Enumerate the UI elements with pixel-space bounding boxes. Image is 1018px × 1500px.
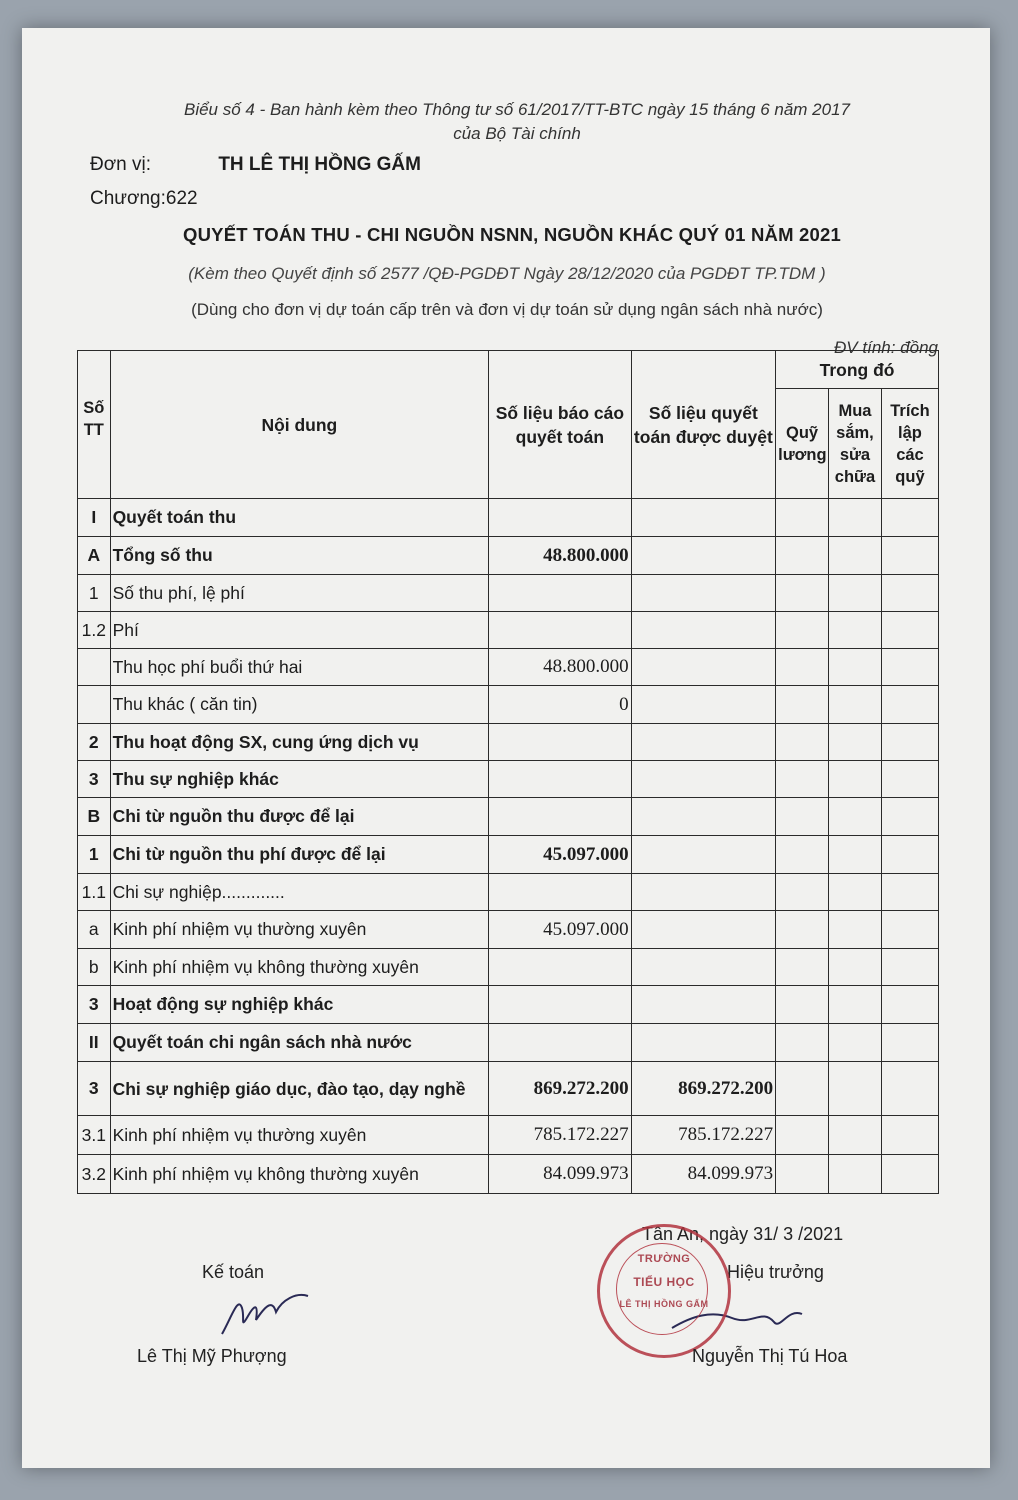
row-fund-allocation bbox=[881, 537, 938, 575]
row-reported: 45.097.000 bbox=[489, 836, 631, 874]
row-approved bbox=[631, 1024, 776, 1062]
row-stt: II bbox=[78, 1024, 111, 1062]
row-content: Quyết toán chi ngân sách nhà nước bbox=[110, 1024, 489, 1062]
row-approved bbox=[631, 499, 776, 537]
row-fund-allocation bbox=[881, 761, 938, 798]
row-stt: 1 bbox=[78, 575, 111, 612]
row-stt: I bbox=[78, 499, 111, 537]
row-approved bbox=[631, 575, 776, 612]
unit-label: Đơn vị: bbox=[90, 154, 152, 175]
row-content: Hoạt động sự nghiệp khác bbox=[110, 986, 489, 1024]
row-salary-fund bbox=[776, 761, 829, 798]
row-procurement bbox=[829, 1116, 882, 1155]
row-procurement bbox=[829, 649, 882, 686]
accountant-name: Lê Thị Mỹ Phượng bbox=[137, 1346, 287, 1366]
row-procurement bbox=[829, 911, 882, 949]
form-note-line1: Biểu số 4 - Ban hành kèm theo Thông tư số 61/2017/TT-BTC ngày 15 tháng 6 năm 2017 bbox=[183, 100, 850, 119]
header-content: Nội dung bbox=[110, 351, 489, 499]
row-stt: A bbox=[78, 537, 111, 575]
row-procurement bbox=[829, 686, 882, 724]
header-fund-allocation: Trích lập các quỹ bbox=[881, 389, 938, 499]
row-approved bbox=[631, 949, 776, 986]
row-reported: 869.272.200 bbox=[489, 1062, 631, 1116]
row-reported bbox=[489, 949, 631, 986]
decision-subtitle: (Kèm theo Quyết định số 2577 /QĐ-PGDĐT Ngày 28/12/2020 của PGDĐT TP.TDM ) bbox=[188, 264, 826, 283]
row-salary-fund bbox=[776, 1062, 829, 1116]
row-approved bbox=[631, 836, 776, 874]
row-content: Kinh phí nhiệm vụ thường xuyên bbox=[110, 1116, 489, 1155]
accountant-signature bbox=[212, 1286, 322, 1346]
row-salary-fund bbox=[776, 798, 829, 836]
header-salary-fund: Quỹ lương bbox=[776, 389, 829, 499]
stamp-line3: LÊ THỊ HỒNG GẤM bbox=[619, 1299, 709, 1309]
principal-name: Nguyễn Thị Tú Hoa bbox=[692, 1346, 848, 1366]
row-content: Thu khác ( căn tin) bbox=[110, 686, 489, 724]
table-row bbox=[78, 1116, 939, 1155]
row-salary-fund bbox=[776, 911, 829, 949]
row-fund-allocation bbox=[881, 911, 938, 949]
row-salary-fund bbox=[776, 836, 829, 874]
row-stt: b bbox=[78, 949, 111, 986]
row-approved bbox=[631, 986, 776, 1024]
row-procurement bbox=[829, 1062, 882, 1116]
settlement-table bbox=[77, 350, 939, 1194]
row-procurement bbox=[829, 724, 882, 761]
row-content: Phí bbox=[110, 612, 489, 649]
row-content: Kinh phí nhiệm vụ thường xuyên bbox=[110, 911, 489, 949]
row-content: Chi từ nguồn thu phí được để lại bbox=[110, 836, 489, 874]
table-row bbox=[78, 798, 939, 836]
chapter: Chương:622 bbox=[90, 188, 198, 209]
row-content: Kinh phí nhiệm vụ không thường xuyên bbox=[110, 1155, 489, 1194]
row-content: Chi từ nguồn thu được để lại bbox=[110, 798, 489, 836]
row-reported: 48.800.000 bbox=[489, 537, 631, 575]
table-row bbox=[78, 761, 939, 798]
row-approved bbox=[631, 911, 776, 949]
principal-title: Hiệu trưởng bbox=[727, 1262, 824, 1282]
unit-name: TH LÊ THỊ HỒNG GẤM bbox=[218, 154, 421, 175]
row-salary-fund bbox=[776, 649, 829, 686]
row-procurement bbox=[829, 1024, 882, 1062]
row-reported bbox=[489, 874, 631, 911]
school-stamp bbox=[597, 1224, 731, 1358]
table-row bbox=[78, 911, 939, 949]
stamp-line2: TIỂU HỌC bbox=[633, 1275, 695, 1289]
row-reported bbox=[489, 724, 631, 761]
row-approved bbox=[631, 686, 776, 724]
row-reported bbox=[489, 612, 631, 649]
header-reported: Số liệu báo cáo quyết toán bbox=[489, 351, 631, 499]
row-approved: 84.099.973 bbox=[631, 1155, 776, 1194]
row-stt: 3.1 bbox=[78, 1116, 111, 1155]
row-stt: B bbox=[78, 798, 111, 836]
row-fund-allocation bbox=[881, 1155, 938, 1194]
row-stt: 1 bbox=[78, 836, 111, 874]
row-approved bbox=[631, 649, 776, 686]
row-stt: 3 bbox=[78, 761, 111, 798]
stamp-line1: TRƯỜNG bbox=[637, 1253, 691, 1265]
row-fund-allocation bbox=[881, 1062, 938, 1116]
row-content: Kinh phí nhiệm vụ không thường xuyên bbox=[110, 949, 489, 986]
row-salary-fund bbox=[776, 874, 829, 911]
row-stt bbox=[78, 649, 111, 686]
row-approved: 785.172.227 bbox=[631, 1116, 776, 1155]
row-salary-fund bbox=[776, 612, 829, 649]
row-reported: 0 bbox=[489, 686, 631, 724]
row-fund-allocation bbox=[881, 575, 938, 612]
row-fund-allocation bbox=[881, 649, 938, 686]
table-row bbox=[78, 575, 939, 612]
table-row bbox=[78, 1155, 939, 1194]
row-fund-allocation bbox=[881, 724, 938, 761]
table-row bbox=[78, 874, 939, 911]
document-title: QUYẾT TOÁN THU - CHI NGUỒN NSNN, NGUỒN KHÁC QUÝ 01 NĂM 2021 bbox=[183, 224, 841, 245]
row-fund-allocation bbox=[881, 836, 938, 874]
table-row bbox=[78, 986, 939, 1024]
table-row bbox=[78, 1024, 939, 1062]
row-fund-allocation bbox=[881, 1116, 938, 1155]
header-approved: Số liệu quyết toán được duyệt bbox=[631, 351, 776, 499]
row-procurement bbox=[829, 537, 882, 575]
place-date: Tân An, ngày 31/ 3 /2021 bbox=[642, 1224, 844, 1244]
row-procurement bbox=[829, 575, 882, 612]
row-salary-fund bbox=[776, 1116, 829, 1155]
row-approved bbox=[631, 798, 776, 836]
row-content: Chi sự nghiệp............. bbox=[110, 874, 489, 911]
row-fund-allocation bbox=[881, 499, 938, 537]
row-reported bbox=[489, 798, 631, 836]
row-stt: a bbox=[78, 911, 111, 949]
row-procurement bbox=[829, 986, 882, 1024]
row-stt: 3 bbox=[78, 986, 111, 1024]
table-row bbox=[78, 1062, 939, 1116]
row-salary-fund bbox=[776, 575, 829, 612]
table-row bbox=[78, 649, 939, 686]
row-salary-fund bbox=[776, 537, 829, 575]
table-row bbox=[78, 949, 939, 986]
row-approved bbox=[631, 761, 776, 798]
row-procurement bbox=[829, 798, 882, 836]
row-reported: 48.800.000 bbox=[489, 649, 631, 686]
row-reported bbox=[489, 761, 631, 798]
document-page bbox=[22, 28, 990, 1468]
row-stt: 1.2 bbox=[78, 612, 111, 649]
row-fund-allocation bbox=[881, 986, 938, 1024]
row-salary-fund bbox=[776, 1155, 829, 1194]
row-stt: 3 bbox=[78, 1062, 111, 1116]
row-reported: 45.097.000 bbox=[489, 911, 631, 949]
table-row bbox=[78, 612, 939, 649]
row-content: Quyết toán thu bbox=[110, 499, 489, 537]
row-reported bbox=[489, 1024, 631, 1062]
row-procurement bbox=[829, 499, 882, 537]
row-reported: 84.099.973 bbox=[489, 1155, 631, 1194]
row-approved bbox=[631, 874, 776, 911]
row-salary-fund bbox=[776, 724, 829, 761]
row-approved: 869.272.200 bbox=[631, 1062, 776, 1116]
table-row bbox=[78, 836, 939, 874]
row-reported: 785.172.227 bbox=[489, 1116, 631, 1155]
accountant-title: Kế toán bbox=[202, 1262, 265, 1282]
row-reported bbox=[489, 575, 631, 612]
row-content: Thu hoạt động SX, cung ứng dịch vụ bbox=[110, 724, 489, 761]
unit-row bbox=[90, 154, 421, 176]
row-procurement bbox=[829, 761, 882, 798]
header-of-which: Trong đó bbox=[776, 351, 939, 389]
table-row bbox=[78, 686, 939, 724]
row-content: Thu học phí buổi thứ hai bbox=[110, 649, 489, 686]
row-reported bbox=[489, 499, 631, 537]
usage-subtitle: (Dùng cho đơn vị dự toán cấp trên và đơn vị dự toán sử dụng ngân sách nhà nước) bbox=[191, 300, 823, 319]
row-approved bbox=[631, 724, 776, 761]
row-procurement bbox=[829, 949, 882, 986]
table-row bbox=[78, 724, 939, 761]
table-row bbox=[78, 537, 939, 575]
row-fund-allocation bbox=[881, 612, 938, 649]
row-salary-fund bbox=[776, 949, 829, 986]
row-approved bbox=[631, 612, 776, 649]
form-note-line2: của Bộ Tài chính bbox=[453, 124, 581, 143]
row-stt: 1.1 bbox=[78, 874, 111, 911]
row-approved bbox=[631, 537, 776, 575]
row-content: Số thu phí, lệ phí bbox=[110, 575, 489, 612]
row-salary-fund bbox=[776, 1024, 829, 1062]
row-fund-allocation bbox=[881, 874, 938, 911]
row-salary-fund bbox=[776, 686, 829, 724]
row-stt: 2 bbox=[78, 724, 111, 761]
row-content: Chi sự nghiệp giáo dục, đào tạo, dạy nghề bbox=[110, 1062, 489, 1116]
row-procurement bbox=[829, 874, 882, 911]
table-row bbox=[78, 499, 939, 537]
row-salary-fund bbox=[776, 986, 829, 1024]
row-stt bbox=[78, 686, 111, 724]
row-reported bbox=[489, 986, 631, 1024]
row-fund-allocation bbox=[881, 949, 938, 986]
row-fund-allocation bbox=[881, 686, 938, 724]
header-stt: Số TT bbox=[78, 351, 111, 499]
row-procurement bbox=[829, 1155, 882, 1194]
row-stt: 3.2 bbox=[78, 1155, 111, 1194]
row-procurement bbox=[829, 836, 882, 874]
row-content: Thu sự nghiệp khác bbox=[110, 761, 489, 798]
row-fund-allocation bbox=[881, 798, 938, 836]
row-salary-fund bbox=[776, 499, 829, 537]
row-content: Tổng số thu bbox=[110, 537, 489, 575]
row-procurement bbox=[829, 612, 882, 649]
header-procurement: Mua sắm, sửa chữa bbox=[829, 389, 882, 499]
currency-unit: ĐV tính: đồng bbox=[834, 338, 938, 357]
row-fund-allocation bbox=[881, 1024, 938, 1062]
